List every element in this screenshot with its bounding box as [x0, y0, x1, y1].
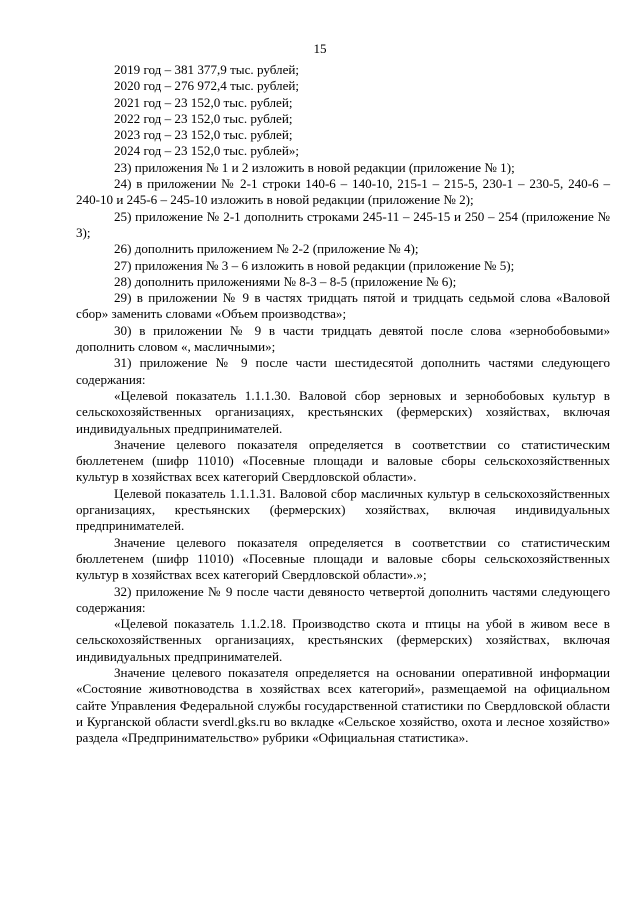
indicator-value-paragraph: Значение целевого показателя определяется на основании оперативной информации «Состояние животноводства в хозяйствах всех категорий», размещаемой на официальном сайте Управления Федеральной службы государственной статистики по Свердловской области и Курганской области sverdl.gks.ru во вкладке «Сельское хозяйство, охота и лесное хозяйство» раздела «Предпринимательство» рубрики «Официальная статистика».: [76, 664, 610, 746]
document-body: [76, 62, 610, 746]
year-line: 2020 год – 276 972,4 тыс. рублей;: [114, 78, 300, 94]
item-28-paragraph: 28) дополнить приложениями № 8-3 – 8-5 (приложение № 6);: [114, 273, 457, 289]
indicator-value-paragraph: Значение целевого показателя определяется в соответствии со статистическим бюллетенем (шифр 11010) «Посевные площади и валовые сборы сельскохозяйственных культур в хозяйствах всех категорий Свердловской области».: [76, 436, 610, 485]
indicator-1-1-2-18-paragraph: «Целевой показатель 1.1.2.18. Производство скота и птицы на убой в живом весе в сельскохозяйственных организациях, крестьянских (фермерских) хозяйствах, включая индивидуальных предпринимателей.: [76, 616, 610, 664]
item-32-paragraph: 32) приложение № 9 после части девяносто четвертой дополнить частями следующего содержания:: [76, 583, 610, 615]
item-24-paragraph: 24) в приложении № 2-1 строки 140-6 – 140-10, 215-1 – 215-5, 230-1 – 230-5, 240-6 – 240-10 и 245-6 – 245-10 изложить в новой редакции (приложение № 2);: [76, 176, 610, 208]
item-26-paragraph: 26) дополнить приложением № 2-2 (приложение № 4);: [114, 241, 419, 257]
year-line: 2021 год – 23 152,0 тыс. рублей;: [114, 94, 293, 110]
indicator-1-1-1-31-paragraph: Целевой показатель 1.1.1.31. Валовой сбор масличных культур в сельскохозяйственных организациях, крестьянских (фермерских) хозяйствах, включая индивидуальных предпринимателей.: [76, 485, 610, 534]
item-30-paragraph: 30) в приложении № 9 в части тридцать девятой после слова «зернобобовыми» дополнить словом «, масличными»;: [76, 322, 610, 355]
item-27-paragraph: 27) приложения № 3 – 6 изложить в новой редакции (приложение № 5);: [114, 257, 515, 273]
item-23-paragraph: 23) приложения № 1 и 2 изложить в новой редакции (приложение № 1);: [114, 159, 515, 175]
year-line: 2019 год – 381 377,9 тыс. рублей;: [114, 62, 300, 77]
year-line: 2022 год – 23 152,0 тыс. рублей;: [114, 110, 293, 126]
page-number: 15: [313, 41, 327, 56]
item-29-paragraph: 29) в приложении № 9 в частях тридцать пятой и тридцать седьмой слова «Валовой сбор» заменить словами «Объем производства»;: [76, 290, 610, 322]
year-line: 2023 год – 23 152,0 тыс. рублей;: [114, 127, 293, 143]
indicator-1-1-1-30-paragraph: «Целевой показатель 1.1.1.30. Валовой сбор зерновых и зернобобовых культур в сельскохозяйственных организациях, крестьянских (фермерских) хозяйствах, включая индивидуальных предпринимателей.: [76, 387, 610, 436]
indicator-value-paragraph: Значение целевого показателя определяется в соответствии со статистическим бюллетенем (шифр 11010) «Посевные площади и валовые сборы сельскохозяйственных культур в хозяйствах всех категорий Свердловской области».»;: [76, 534, 610, 583]
item-25-paragraph: 25) приложение № 2-1 дополнить строками 245-11 – 245-15 и 250 – 254 (приложение № 3);: [76, 208, 610, 240]
year-line: 2024 год – 23 152,0 тыс. рублей»;: [114, 143, 300, 159]
item-31-paragraph: 31) приложение № 9 после части шестидесятой дополнить частями следующего содержания:: [76, 355, 610, 387]
